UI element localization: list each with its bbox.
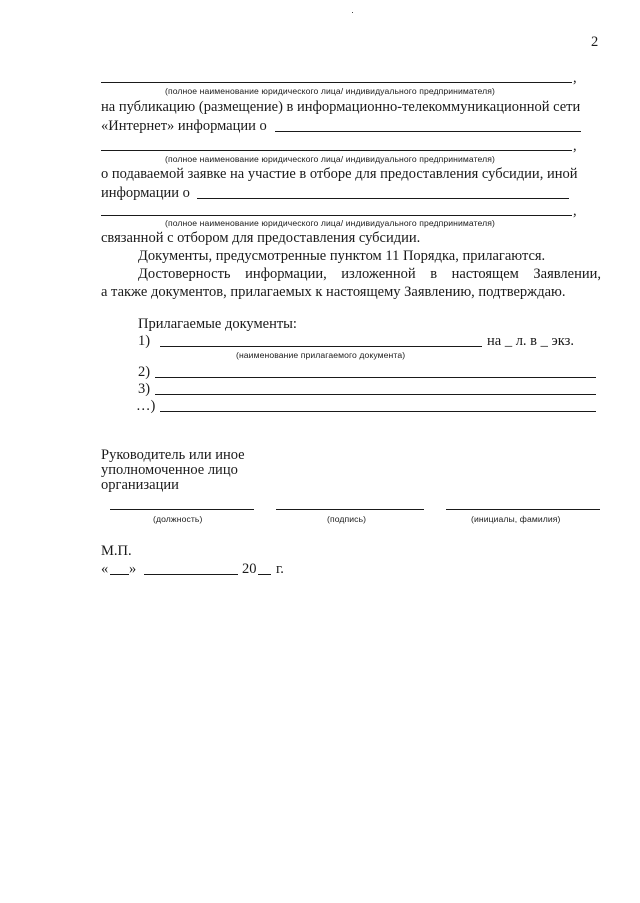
caption-document-name: (наименование прилагаемого документа) xyxy=(236,350,406,360)
text-reliability-line-2: а также документов, прилагаемых к настоящему Заявлению, подтверждаю. xyxy=(101,284,566,300)
text-publication-line-2: «Интернет» информации о xyxy=(101,118,267,134)
signatory-line-2: уполномоченное лицо xyxy=(101,462,238,478)
date-open-quote: « xyxy=(101,561,109,577)
comma-2: , xyxy=(573,138,577,154)
attachment-pages-text: на _ л. в _ экз. xyxy=(487,333,574,349)
date-year-line[interactable] xyxy=(258,574,271,575)
entity-name-line-2[interactable] xyxy=(101,150,572,151)
date-month-line[interactable] xyxy=(144,574,238,575)
date-year-suffix: г. xyxy=(276,561,284,577)
date-close-quote: » xyxy=(129,561,137,577)
text-related-line: связанной с отбором для предоставления субсидии. xyxy=(101,230,421,246)
signature-line[interactable] xyxy=(276,509,424,510)
text-publication-line-1: на публикацию (размещение) в информационно-телекоммуникационной сети xyxy=(101,99,581,115)
attachment-field-1[interactable] xyxy=(160,346,482,347)
caption-position: (должность) xyxy=(153,514,203,524)
attachment-number-1: 1) xyxy=(138,333,151,349)
caption-entity-3: (полное наименование юридического лица/ индивидуального предпринимателя) xyxy=(165,218,495,228)
signatory-line-1: Руководитель или иное xyxy=(101,447,245,463)
text-documents-paragraph: Документы, предусмотренные пунктом 11 Порядка, прилагаются. xyxy=(138,248,546,264)
scan-speck xyxy=(352,12,353,13)
signatory-line-3: организации xyxy=(101,477,179,493)
attachment-number-more: …) xyxy=(136,398,156,414)
attachment-field-3[interactable] xyxy=(155,394,596,395)
entity-name-line-1[interactable] xyxy=(101,82,572,83)
position-line[interactable] xyxy=(110,509,254,510)
information-about-line[interactable] xyxy=(275,131,581,132)
text-reliability-line-1: Достоверность информации, изложенной в настоящем Заявлении, xyxy=(138,266,601,282)
other-information-line[interactable] xyxy=(197,198,569,199)
initials-line[interactable] xyxy=(446,509,600,510)
comma-1: , xyxy=(573,70,577,86)
attachment-number-3: 3) xyxy=(138,381,151,397)
date-day-line[interactable] xyxy=(110,574,129,575)
caption-initials: (инициалы, фамилия) xyxy=(471,514,561,524)
caption-signature: (подпись) xyxy=(327,514,367,524)
comma-3: , xyxy=(573,203,577,219)
attachments-heading: Прилагаемые документы: xyxy=(138,316,297,332)
caption-entity-2: (полное наименование юридического лица/ индивидуального предпринимателя) xyxy=(165,154,495,164)
stamp-place: М.П. xyxy=(101,543,132,559)
text-application-line-2: информации о xyxy=(101,185,190,201)
attachment-field-more[interactable] xyxy=(160,411,596,412)
text-application-line-1: о подаваемой заявке на участие в отборе для предоставления субсидии, иной xyxy=(101,166,578,182)
date-year-prefix: 20 xyxy=(242,561,257,577)
page-number: 2 xyxy=(591,34,599,50)
entity-name-line-3[interactable] xyxy=(101,215,572,216)
attachment-field-2[interactable] xyxy=(155,377,596,378)
attachment-number-2: 2) xyxy=(138,364,151,380)
caption-entity-1: (полное наименование юридического лица/ индивидуального предпринимателя) xyxy=(165,86,495,96)
